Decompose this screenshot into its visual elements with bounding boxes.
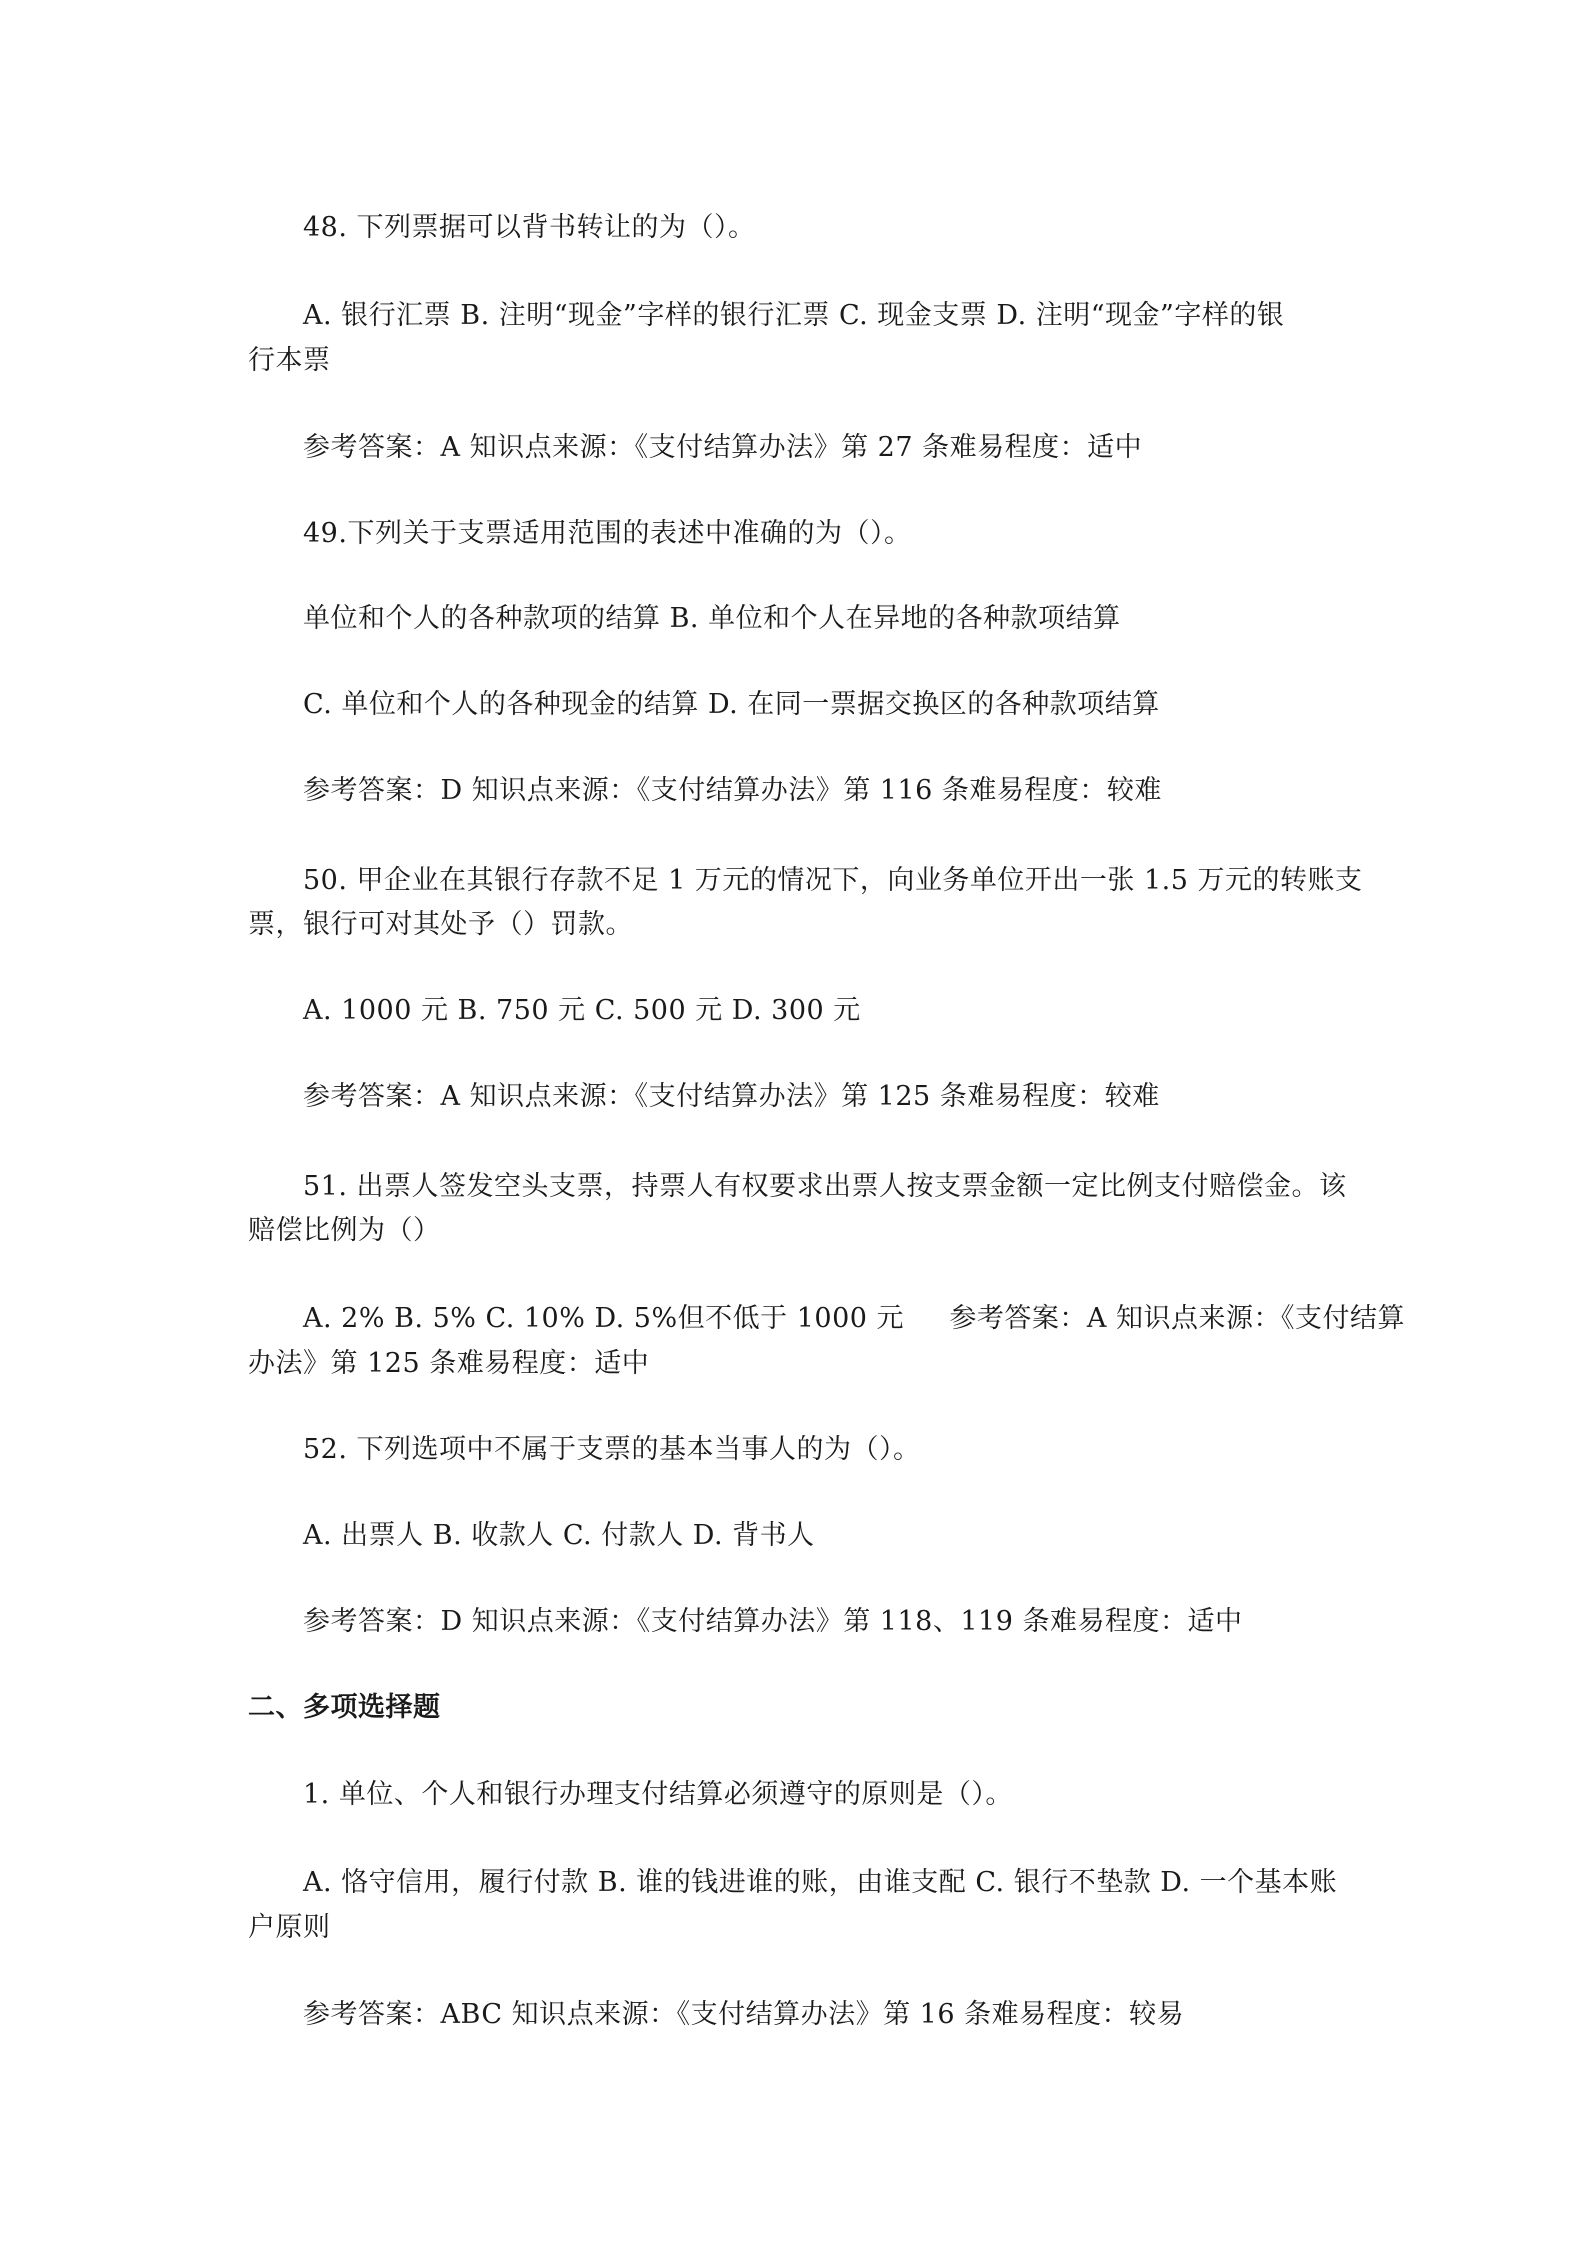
question-48-options-line-2: 行本票 [248,345,331,376]
question-51-line-1: 51. 出票人签发空头支票，持票人有权要求出票人按支票金额一定比例支付赔偿金。该 [303,1171,1347,1202]
question-52-options: A. 出票人 B. 收款人 C. 付款人 D. 背书人 [303,1520,815,1551]
section-heading-multiple-choice: 二、多项选择题 [248,1692,441,1723]
question-48-answer: 参考答案：A 知识点来源：《支付结算办法》第 27 条难易程度：适中 [303,432,1143,463]
multiple-question-1-options-line-1: A. 恪守信用，履行付款 B. 谁的钱进谁的账，由谁支配 C. 银行不垫款 D. 一个基本账 [303,1867,1338,1898]
question-50-answer: 参考答案：A 知识点来源：《支付结算办法》第 125 条难易程度：较难 [303,1081,1160,1112]
multiple-question-1-options-line-2: 户原则 [248,1912,331,1943]
question-51-options-answer-line-2: 办法》第 125 条难易程度：适中 [248,1348,650,1379]
question-50-line-1: 50. 甲企业在其银行存款不足 1 万元的情况下，向业务单位开出一张 1.5 万元的转账支 [303,865,1363,896]
question-49-options-line-1: 单位和个人的各种款项的结算 B. 单位和个人在异地的各种款项结算 [303,603,1121,634]
question-52: 52. 下列选项中不属于支票的基本当事人的为（）。 [303,1434,921,1465]
question-51-options-answer-line-1: A. 2% B. 5% C. 10% D. 5%但不低于 1000 元 参考答案：A 知识点来源：《支付结算 [303,1303,1406,1334]
question-51-line-2: 赔偿比例为（） [248,1215,441,1246]
multiple-question-1-answer: 参考答案：ABC 知识点来源：《支付结算办法》第 16 条难易程度：较易 [303,1999,1185,2030]
question-49: 49.下列关于支票适用范围的表述中准确的为（）。 [303,518,912,549]
question-50-line-2: 票，银行可对其处予（）罚款。 [248,909,633,940]
multiple-question-1: 1. 单位、个人和银行办理支付结算必须遵守的原则是（）。 [303,1779,1013,1810]
question-52-answer: 参考答案：D 知识点来源：《支付结算办法》第 118、119 条难易程度：适中 [303,1606,1243,1637]
question-50-options: A. 1000 元 B. 750 元 C. 500 元 D. 300 元 [303,995,861,1026]
question-49-answer: 参考答案：D 知识点来源：《支付结算办法》第 116 条难易程度：较难 [303,775,1162,806]
question-48-options-line-1: A. 银行汇票 B. 注明“现金”字样的银行汇票 C. 现金支票 D. 注明“现金”字样的银 [303,300,1285,331]
question-49-options-line-2: C. 单位和个人的各种现金的结算 D. 在同一票据交换区的各种款项结算 [303,689,1160,720]
question-48: 48. 下列票据可以背书转让的为（）。 [303,212,756,243]
